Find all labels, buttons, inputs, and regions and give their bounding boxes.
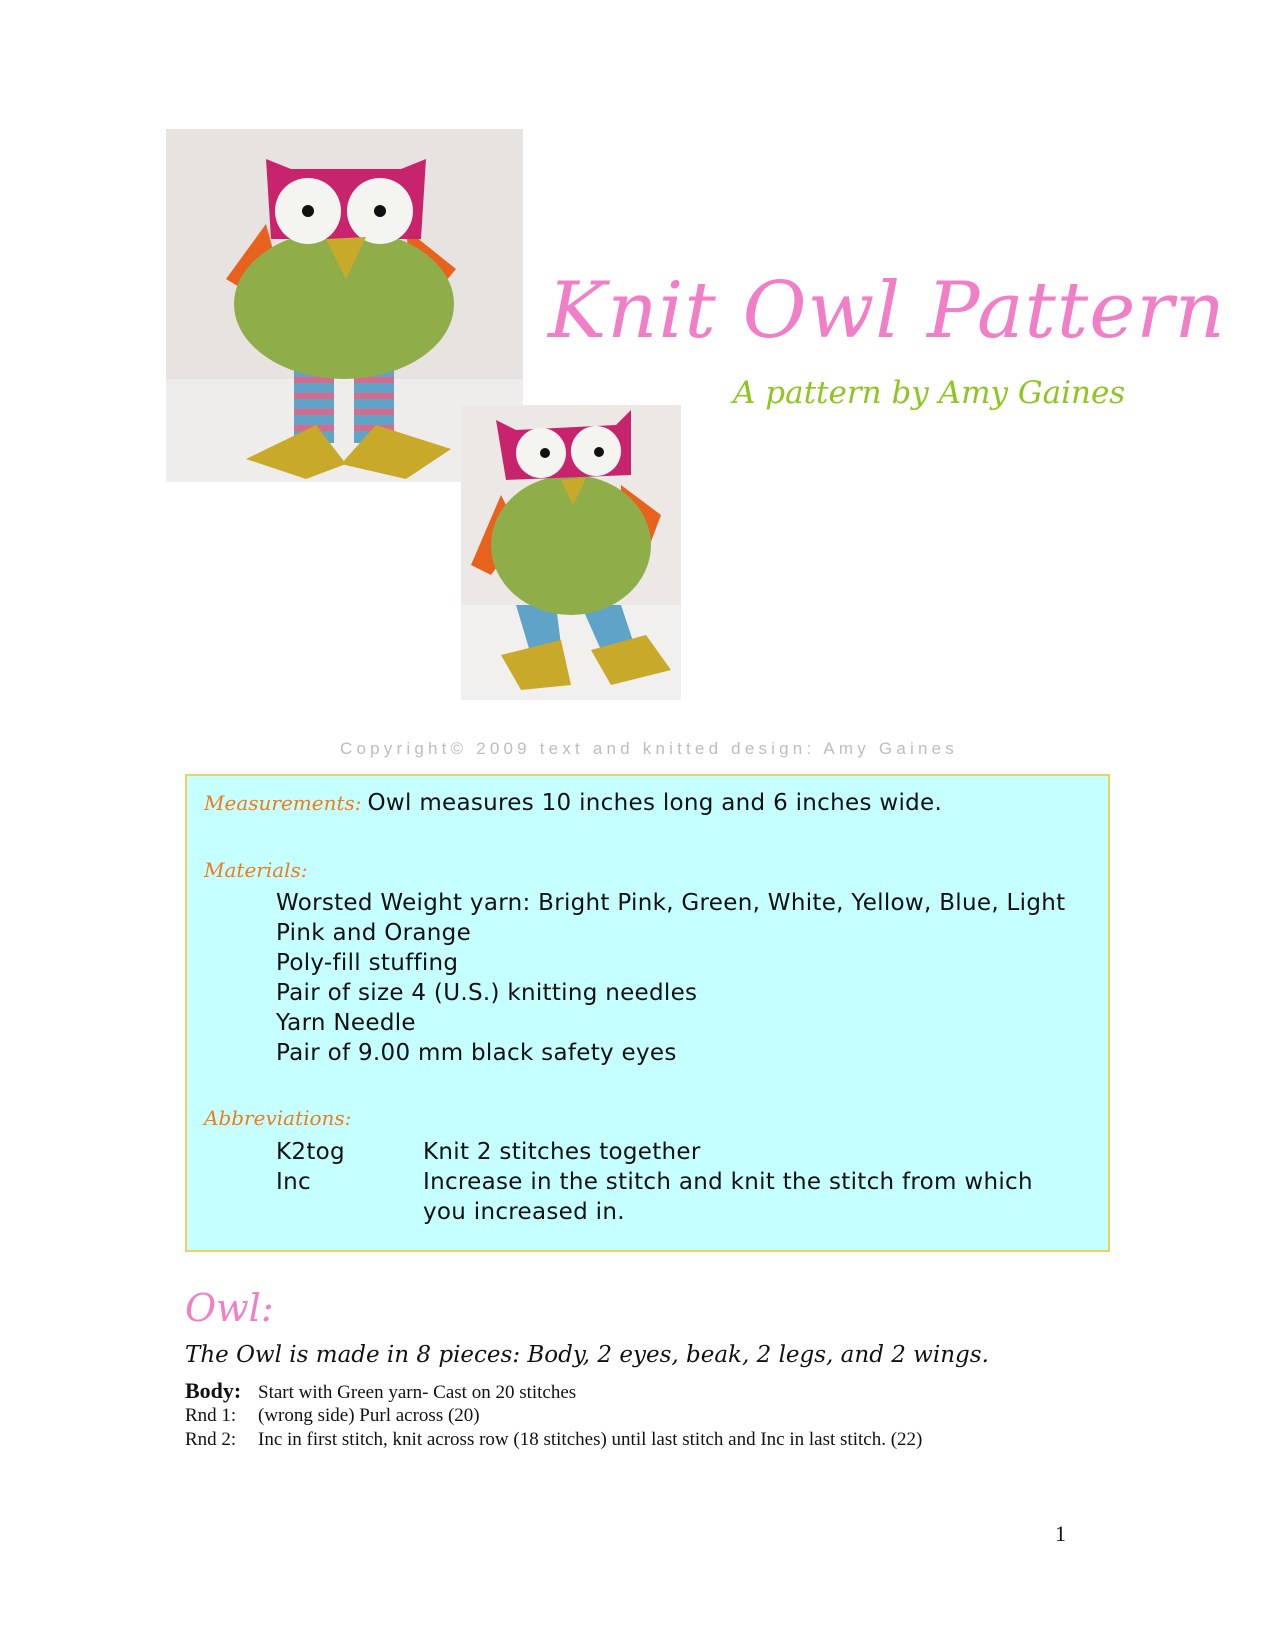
pattern-title: Knit Owl Pattern <box>548 266 1226 356</box>
owl-pieces-line: The Owl is made in 8 pieces: Body, 2 eyes, beak, 2 legs, and 2 wings. <box>185 1342 989 1368</box>
measurements-text: Owl measures 10 inches long and 6 inches wide. <box>367 790 943 816</box>
abbreviation-row <box>276 1167 1076 1227</box>
owl-photo-small <box>461 405 681 700</box>
instruction-label: Body: <box>185 1378 242 1403</box>
materials-list <box>276 888 1076 1068</box>
materials-item: Pair of 9.00 mm black safety eyes <box>276 1040 677 1066</box>
abbreviations-table <box>276 1137 1076 1227</box>
instruction-line-rnd2 <box>185 1429 922 1451</box>
measurements-label: Measurements: <box>204 791 362 815</box>
abbreviation-definition: Knit 2 stitches together <box>423 1139 701 1165</box>
instruction-text: Inc in first stitch, knit across row (18 stitches) until last stitch and Inc in last stitch. (22) <box>258 1429 923 1450</box>
instruction-label: Rnd 2: <box>185 1429 237 1450</box>
materials-item: Pair of size 4 (U.S.) knitting needles <box>276 980 698 1006</box>
page-number: 1 <box>1055 1521 1066 1546</box>
instruction-text: (wrong side) Purl across (20) <box>258 1405 480 1426</box>
abbreviation-row <box>276 1137 1076 1167</box>
copyright-notice: Copyright© 2009 text and knitted design: Amy Gaines <box>340 739 958 758</box>
instruction-line-rnd1 <box>185 1405 480 1427</box>
materials-item: Poly-fill stuffing <box>276 950 459 976</box>
instruction-label: Rnd 1: <box>185 1405 237 1426</box>
abbreviation-definition: Increase in the stitch and knit the stitch from which you increased in. <box>423 1169 1033 1225</box>
pattern-info-box <box>185 774 1110 1252</box>
owl-section-heading: Owl: <box>185 1286 274 1330</box>
pattern-author-subtitle: A pattern by Amy Gaines <box>733 375 1126 411</box>
materials-label: Materials: <box>204 858 308 882</box>
abbreviation-term: Inc <box>276 1169 311 1195</box>
materials-item: Yarn Needle <box>276 1010 416 1036</box>
instruction-text: Start with Green yarn- Cast on 20 stitches <box>258 1382 577 1403</box>
materials-item: Worsted Weight yarn: Bright Pink, Green, White, Yellow, Blue, Light Pink and Orange <box>276 890 1066 946</box>
measurements-row <box>204 790 942 816</box>
abbreviations-label: Abbreviations: <box>204 1106 352 1130</box>
instruction-line-body <box>185 1378 576 1404</box>
abbreviation-term: K2tog <box>276 1139 345 1165</box>
